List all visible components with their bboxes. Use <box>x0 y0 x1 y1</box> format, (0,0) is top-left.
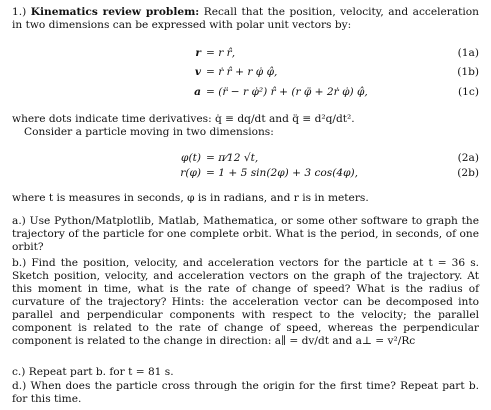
problem-title: Kinematics review problem: <box>30 6 200 18</box>
problem-heading <box>12 6 479 32</box>
equation-number: (2b) <box>457 167 479 179</box>
equation-number: (2a) <box>457 152 479 164</box>
units-note: where t is measures in seconds, φ is in radians, and r is in meters. <box>12 192 369 204</box>
equation-lhs: v <box>194 66 201 78</box>
equation-1c <box>0 86 491 100</box>
equation-1a <box>0 47 491 61</box>
part-d: d.) When does the particle cross through the origin for the first time? Repeat part b. for this time. <box>12 380 479 405</box>
equation-1b <box>0 66 491 80</box>
equation-2a <box>0 152 491 166</box>
equation-2b <box>0 167 491 181</box>
equation-number: (1a) <box>457 47 479 59</box>
equation-lhs: a <box>194 86 201 98</box>
problem-number: 1.) <box>12 6 27 18</box>
part-a: a.) Use Python/Matplotlib, Matlab, Mathematica, or some other software to graph the trajectory of the particle for one complete orbit. What is the period, in seconds, of one orbit? <box>12 215 479 253</box>
problem-intro: Recall that the position, velocity, and acceleration in two dimensions can be expressed with polar unit vectors by: <box>12 6 479 31</box>
equation-lhs: r <box>195 47 201 59</box>
equation-number: (1c) <box>458 86 479 98</box>
equation-rhs: = 1 + 5 sin(2φ) + 3 cos(4φ), <box>206 167 359 179</box>
equation-number: (1b) <box>457 66 479 78</box>
equation-rhs: = r r̂, <box>206 47 236 59</box>
consider-line: Consider a particle moving in two dimensions: <box>24 126 274 138</box>
equation-rhs: = π⁄12 √t, <box>206 152 259 164</box>
equation-lhs: φ(t) <box>181 152 201 164</box>
equation-rhs: = (r̈ − r φ̇²) r̂ + (r φ̈ + 2ṙ φ̇) φ̂, <box>206 86 368 98</box>
part-b: b.) Find the position, velocity, and acceleration vectors for the particle at t = 36 s. Sketch position, velocity, and acceleration vectors on the graph of the trajectory. At this moment in time, what is the rate of change of speed? What is the radius of curvature of the trajectory? Hints: the acceleration vector can be decomposed into parallel and perpendicular components with respect to the velocity; the parallel component is related to the rate of change of speed, whereas the perpendicular component is related to the change in direction: a∥ = dv/dt and a⊥ = v²/Rc <box>12 257 479 347</box>
dots-note: where dots indicate time derivatives: q̇ ≡ dq/dt and q̈ ≡ d²q/dt². <box>12 113 355 125</box>
equation-lhs: r(φ) <box>180 167 201 179</box>
part-c: c.) Repeat part b. for t = 81 s. <box>12 366 174 378</box>
equation-rhs: = ṙ r̂ + r φ̇ φ̂, <box>206 66 278 78</box>
